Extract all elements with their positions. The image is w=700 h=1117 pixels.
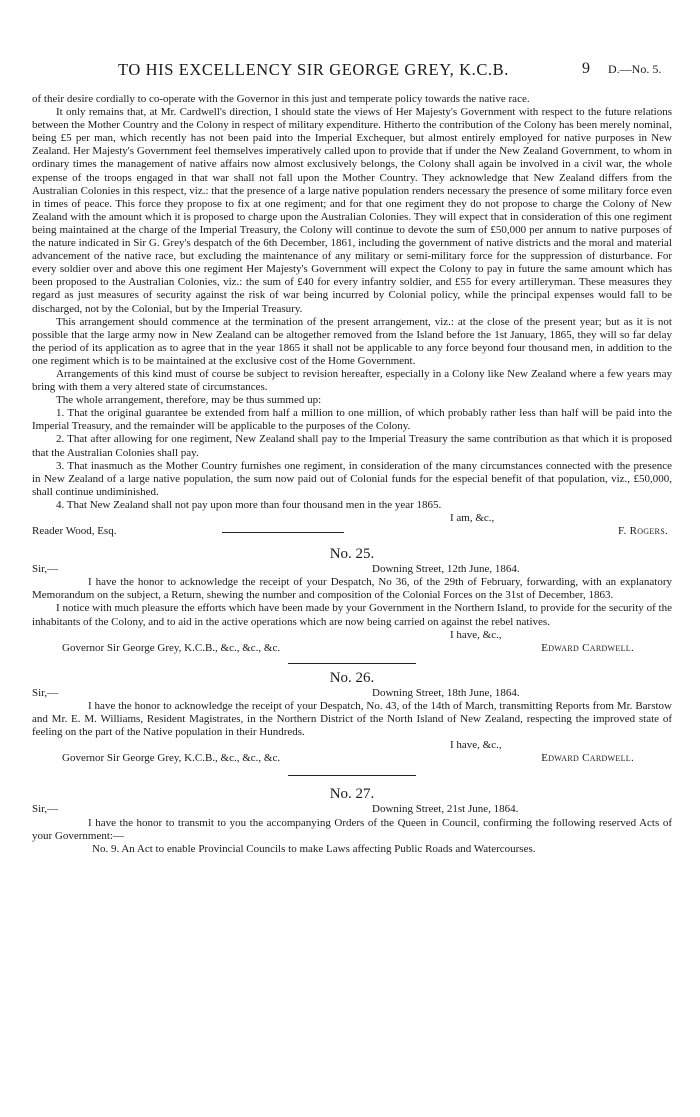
page-number: 9 [582,60,590,77]
signature: Edward Cardwell. [541,752,634,765]
closing-row [32,629,672,642]
signature-row [32,525,672,538]
addressee: Governor Sir George Grey, K.C.B., &c., &c., &c. [62,752,281,765]
closing-row [32,512,672,525]
paragraph: The whole arrangement, therefore, may be thus summed up: [56,394,322,407]
place-date: Downing Street, 18th June, 1864. [372,686,520,699]
divider-rule [222,532,344,533]
despatch-number: No. 27. [329,786,375,803]
place-date: Downing Street, 21st June, 1864. [372,803,519,816]
salutation-row [32,687,672,700]
letter-closing: I have, &c., [450,628,502,641]
despatch-number: No. 26. [329,669,375,686]
signature: Edward Cardwell. [541,641,634,654]
section-divider [32,765,672,781]
salutation: Sir,— [32,803,59,816]
paragraph: It only remains that, at Mr. Cardwell's direction, I should state the views of Her Majesty's Government with respect to the future relations between the Mother Country and the Colony in respect of military expenditure. Hitherto the contribution of the Colony has been merely nominal, being £5 per man, which recently has not been paid into the Imperial Exchequer, but almost entirely employed for native purposes in New Zealand. Her Majesty's Government feel themselves imperatively called upon to provide that if under the New Zealand Government, to whom in ordinary times the management of native affairs now almost exclusively belongs, the Colony shall again be involved in a civil war, the whole expense of the troops engaged in that war shall not fall upon the Mother Country. They acknowledge that New Zealand differs from the Australian Colonies in this respect, viz.: that the presence of a large native population renders necessary the presence of some military force even in times of peace. This force they propose to fix at one regiment; and for that one regiment they do not propose to charge the Colony of New Zealand with the amount which it is proposed to charge upon the Australian Colonies. They will expect that in consideration of this one regiment being maintained at the charge of the Imperial Treasury, the Colony will continue to devote the sum of £50,000 per annum to native purposes of the nature indicated in Sir G. Grey's despatch of the 6th December, 1861, including the government of native districts and the moral and material advancement of the native race, but excluding the maintenance of any military or semi-military force for the suppression of disturbance. For every soldier over and above this one regiment Her Majesty's Government will expect the Colony to pay in future the same amount which has been proposed to the Australian Colonies, viz.: the sum of £40 for every infantry soldier, and £55 for every artilleryman. These measures they regard as just measures of security against the risk of war being incurred by Colonial policy, while the principal expenses would fall to be discharged, not by the Colonial, but by the Imperial Treasury. [32,106,672,315]
running-head [0,60,700,80]
letter-closing: I have, &c., [450,739,502,752]
page-content [32,93,672,856]
paragraph: I have the honor to acknowledge the receipt of your Despatch, No 36, of the 29th of February, forwarding, with an explanatory Memorandum on the subject, a Return, shewing the number and composition of the Colonial Forces on the 31st of December, 1863. [32,576,672,602]
paragraph: Arrangements of this kind must of course be subject to revision hereafter, especially in a Colony like New Zealand where a few years may bring with them a very altered state of circumstances. [32,367,672,394]
signature-row [32,752,672,765]
page-title: TO HIS EXCELLENCY SIR GEORGE GREY, K.C.B. [118,60,509,79]
summary-item: 3. That inasmuch as the Mother Country furnishes one regiment, in consideration of the many circumstances connected with the presence in New Zealand of a large native population, the sum now paid out of Colonial funds for the especial benefit of that population, viz., £50,000, shall continue undiminished. [32,459,672,498]
document-reference: D.—No. 5. [608,62,662,76]
paragraph: of their desire cordially to co-operate with the Governor in this just and temperate policy towards the native race. [32,93,530,105]
paragraph: I have the honor to transmit to you the accompanying Orders of the Queen in Council, confirming the following reserved Acts of your Government:— [32,816,672,842]
act-item: No. 9. An Act to enable Provincial Councils to make Laws affecting Public Roads and Watercourses. [92,842,536,855]
letter-closing: I am, &c., [450,512,495,524]
summary-item: 2. That after allowing for one regiment, New Zealand shall pay to the Imperial Treasury the same contribution as that which it is proposed that the Australian Colonies shall pay. [32,433,672,459]
closing-row [32,739,672,752]
salutation-row [32,803,672,816]
divider-rule [288,775,416,776]
paragraph: I have the honor to acknowledge the receipt of your Despatch, No. 43, of the 14th of March, transmitting Reports from Mr. Barstow and Mr. E. M. Williams, Resident Magistrates, in the Northern District of the North Island of New Zealand, respecting the improved state of feeling on the part of the Native population in their Hundreds. [32,699,672,739]
summary-item: 1. That the original guarantee be extended from half a million to one million, of which probably rather less than half will be paid into the Imperial Treasury, and the remainder will be applicable to the purposes of the Colony. [32,407,672,433]
paragraph: I notice with much pleasure the efforts which have been made by your Government in the Northern Island, to provide for the security of the inhabitants of the Colony, and to aid in the active operations which are now being carried on against the rebel natives. [32,602,672,628]
addressee: Reader Wood, Esq. [32,525,117,538]
addressee: Governor Sir George Grey, K.C.B., &c., &c., &c. [62,641,281,654]
despatch-number: No. 25. [329,546,375,563]
salutation: Sir,— [32,563,59,576]
signature-row [32,642,672,655]
salutation-row [32,563,672,576]
place-date: Downing Street, 12th June, 1864. [372,563,520,576]
section-divider [32,655,672,667]
divider-rule [288,663,416,664]
paragraph: This arrangement should commence at the termination of the present arrangement, viz.: at the close of the present year; but as it is not possible that the large army now in New Zealand can be altogether removed from the Island before the 1st January, 1865, they will so far delay the period of its application as to agree that in the year 1865 it shall not be applicable to any force beyond four thousand men, in addition to the one regiment which is to be maintained at the exclusive cost of the Home Government. [32,315,672,367]
signature: F. Rogers. [617,525,668,538]
summary-item: 4. That New Zealand shall not pay upon more than four thousand men in the year 1865. [56,498,442,511]
salutation: Sir,— [32,686,59,699]
